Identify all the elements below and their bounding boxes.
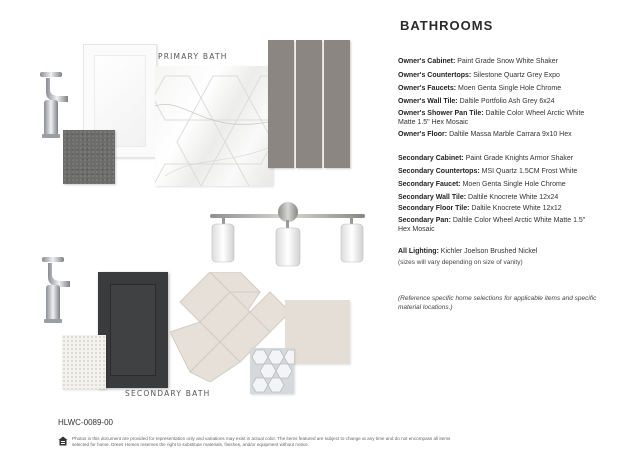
lighting-size-note: (sizes will vary depending on size of vanity) bbox=[398, 259, 523, 266]
chrome-faucet-icon bbox=[40, 255, 74, 325]
spec-secondary-pan: Secondary Pan: Daltile Color Wheel Arctic White Matte 1.5" Hex Mosaic bbox=[398, 217, 586, 233]
carrara-hex-floor-sample bbox=[155, 66, 273, 186]
primary-bath-label: PRIMARY BATH bbox=[158, 52, 228, 61]
secondary-bath-label: SECONDARY BATH bbox=[125, 389, 211, 398]
spec-secondary-countertops: Secondary Countertops: MSI Quartz 1.5CM Frost White bbox=[398, 168, 578, 175]
spec-secondary-cabinet: Secondary Cabinet: Paint Grade Knights Armor Shaker bbox=[398, 155, 574, 162]
arctic-white-hex-mosaic-sample bbox=[250, 348, 294, 394]
spec-owners-cabinet: Owner's Cabinet: Paint Grade Snow White Shaker bbox=[398, 58, 559, 65]
spec-secondary-wall-tile: Secondary Wall Tile: Daltile Knocrete White 12x24 bbox=[398, 194, 559, 201]
ash-grey-wall-tile-sample bbox=[296, 40, 322, 168]
knocrete-floor-tile-sample bbox=[285, 300, 350, 364]
equal-housing-icon bbox=[58, 436, 68, 446]
spec-owners-countertops: Owner's Countertops: Silestone Quartz Grey Expo bbox=[398, 72, 560, 79]
vanity-light-fixture-icon bbox=[200, 198, 375, 268]
chrome-faucet-icon bbox=[38, 70, 72, 140]
document-code: HLWC-0089-00 bbox=[58, 418, 113, 427]
reference-note: (Reference specific home selections for applicable items and specific material locations.) bbox=[398, 295, 597, 311]
disclaimer-text: Photos in this document are provided for representation only and variations may exist in actual color. The items featured are subject to change at any time and do not encompass all items selected for home. Drees Homes reserves the right to substitute materials, finishes, and/or equipment without notice. bbox=[72, 436, 451, 447]
spec-owners-floor: Owner's Floor: Daltile Massa Marble Carrara 9x10 Hex bbox=[398, 131, 572, 138]
spec-owners-faucets: Owner's Faucets: Moen Genta Single Hole Chrome bbox=[398, 85, 562, 92]
page-title: BATHROOMS bbox=[400, 18, 494, 33]
spec-all-lighting: All Lighting: Kichler Joelson Brushed Nickel bbox=[398, 248, 538, 255]
ash-grey-wall-tile-sample bbox=[324, 40, 350, 168]
frost-white-countertop-sample bbox=[62, 335, 106, 389]
spec-owners-wall-tile: Owner's Wall Tile: Daltile Portfolio Ash Grey 6x24 bbox=[398, 98, 555, 105]
ash-grey-wall-tile-sample bbox=[268, 40, 294, 168]
spec-owners-shower-pan-tile: Owner's Shower Pan Tile: Daltile Color Wheel Arctic White Matte 1.5" Hex Mosaic bbox=[398, 110, 585, 126]
spec-secondary-floor-tile: Secondary Floor Tile: Daltile Knocrete White 12x12 bbox=[398, 205, 562, 212]
spec-secondary-faucet: Secondary Faucet: Moen Genta Single Hole Chrome bbox=[398, 181, 566, 188]
knights-armor-cabinet-sample bbox=[98, 272, 168, 388]
